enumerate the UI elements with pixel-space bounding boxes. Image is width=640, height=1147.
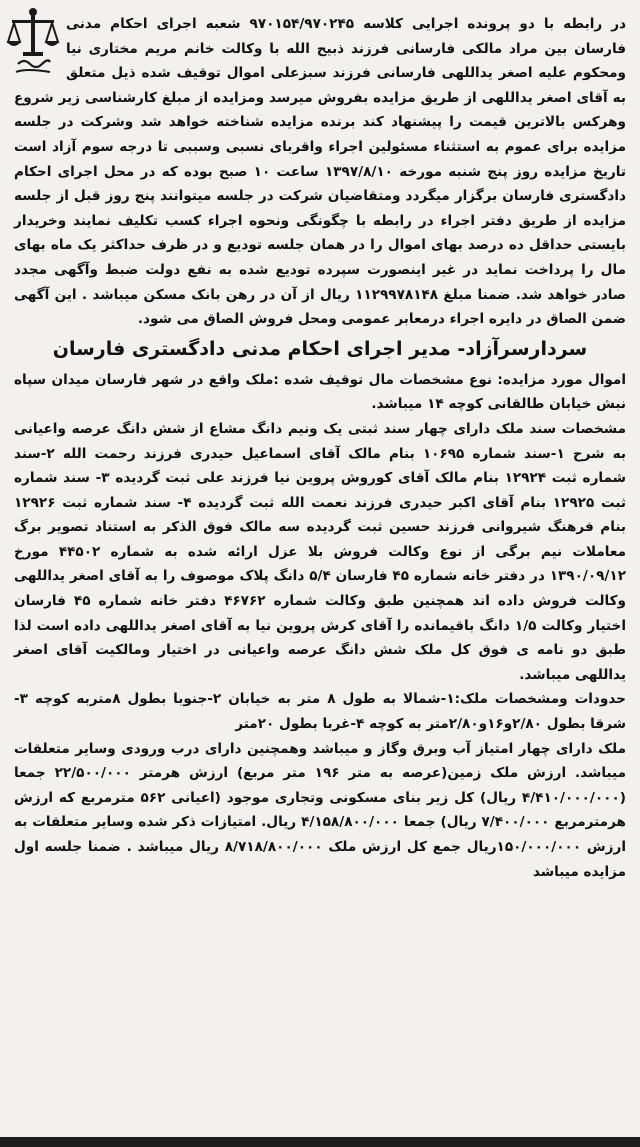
notice-bounds: حدودات ومشخصات ملک:۱-شمالا به طول ۸ متر به خیابان ۲-جنوبا بطول ۸متربه کوچه ۳- شرقا بطول ۲/۸۰و۱۶و۲/۸۰متر به کوچه ۴-غربا بطول ۲۰متر [14, 691, 626, 733]
notice-body [14, 12, 626, 884]
page-bottom-edge [0, 1137, 640, 1147]
notice-intro: در رابطه با دو پرونده اجرایی کلاسه ۹۷۰۱۵۴/۹۷۰۲۴۵ شعبه اجرای احکام مدنی فارسان بین مراد مالکی فارسانی فرزند ذبیح الله با وکالت خانم مریم مختاری نیا ومحکوم علیه اصغر یداللهی فارسانی فرزند سبزعلی اموال توقیف شده ذیل متعلق به آقای اصغر یداللهی از طریق مزایده بفروش میرسد ومزایده از مبلغ کارشناسی زیر شروع وهرکس بالاترین قیمت را پیشنهاد کند برنده مزایده شناخته خواهد شد وشرکت در جلسه مزایده برای عموم به استثناء مسئولین اجراء واقربای نسبی وسببی تا درجه سوم آزاد است تاریخ مزایده روز پنج شنبه مورخه ۱۳۹۷/۸/۱۰ ساعت ۱۰ صبح بوده که در محل اجرای احکام دادگستری فارسان برگزار میگردد ومتقاضیان شرکت در جلسه میتوانند پنج روز قبل از جلسه مزایده از طریق دفتر اجراء در رابطه با چگونگی ونحوه اجراء کسب تکلیف نمایند وخریدار بایستی حداقل ده درصد بهای اموال را در همان جلسه تودیع و در ظرف حداکثر یک ماه بهای مال را پرداخت نماید در غیر اینصورت سپرده تودیع شده به نفع دولت ضبط وآگهی مجدد صادر خواهد شد. ضمنا مبلغ ۱۱۲۹۹۷۸۱۴۸ ریال از آن در رهن بانک مسکن میباشد . این آگهی ضمن الصاق در دایره اجراء درمعابر عمومی ومحل فروش الصاق می شود. [14, 16, 627, 328]
notice-signature: سردارسرآزاد- مدیر اجرای احکام مدنی دادگستری فارسان [52, 337, 588, 360]
notice-property: اموال مورد مزایده: نوع مشخصات مال توقیف شده :ملک واقع در شهر فارسان میدان سپاه نبش خیابان طالقانی کوچه ۱۴ میباشد. [14, 371, 626, 413]
notice-valuation: ملک دارای چهار امتیاز آب وبرق وگاز و میباشد وهمچنین دارای درب ورودی وسایر متعلقات میباشد. ارزش ملک زمین(عرصه به متر ۱۹۶ متر مربع) ارزش هرمتر ۲۲/۵۰۰/۰۰۰ جمعا (۴/۴۱۰/۰۰۰/۰۰۰ ریال) کل زیر بنای مسکونی وتجاری موجود (اعیانی ۵۶۲ مترمربع که ارزش هرمترمربع ۷/۴۰۰/۰۰۰ ریال) جمعا ۴/۱۵۸/۸۰۰/۰۰۰ ریال. امتیازات ذکر شده وسایر متعلقات به ارزش ۱۵۰/۰۰۰/۰۰۰ریال جمع کل ارزش ملک ۸/۷۱۸/۸۰۰/۰۰۰ ریال میباشد . ضمنا جلسه اول مزایده میباشد [14, 740, 627, 880]
notice-deed: مشخصات سند ملک دارای چهار سند ثبتی یک ونیم دانگ مشاع از شش دانگ عرصه واعیانی به شرح ۱-سند شماره ۱۰۶۹۵ بنام مالک آقای اسماعیل حیدری فرزند رحمت الله ۲-سند شماره ثبت ۱۲۹۲۴ بنام مالک آقای کوروش پروین نیا فرزند علی ثبت گردیده ۳- سند شماره ثبت ۱۲۹۲۵ بنام آقای اکبر حیدری فرزند نعمت الله ثبت گردیده ۴- سند شماره ثبت ۱۲۹۲۶ بنام فرهنگ شیروانی فرزند حسین ثبت گردیده سه مالک فوق الذکر به استناد تصویر برگ معاملات نیم برگی از نوع وکالت فروش بلا عزل ارائه شده به شماره ۴۴۵۰۲ مورخ ۱۳۹۰/۰۹/۱۲ در دفتر خانه شماره ۴۵ فارسان ۵/۴ دانگ پلاک موصوف را به آقای اصغر یداللهی وکالت فروش داده اند همچنین طبق وکالت شماره ۴۶۷۶۲ دفتر خانه شماره ۴۵ فارسان اختیار وکالت ۱/۵ دانگ باقیمانده را آقای کرش پروین نیا به آقای اصغر یداللهی داده است لذا طبق دو نامه ی فوق کل ملک شش دانگ عرصه واعیانی در اختیار ومالکیت آقای اصغر یداللهی میباشد. [14, 420, 626, 683]
